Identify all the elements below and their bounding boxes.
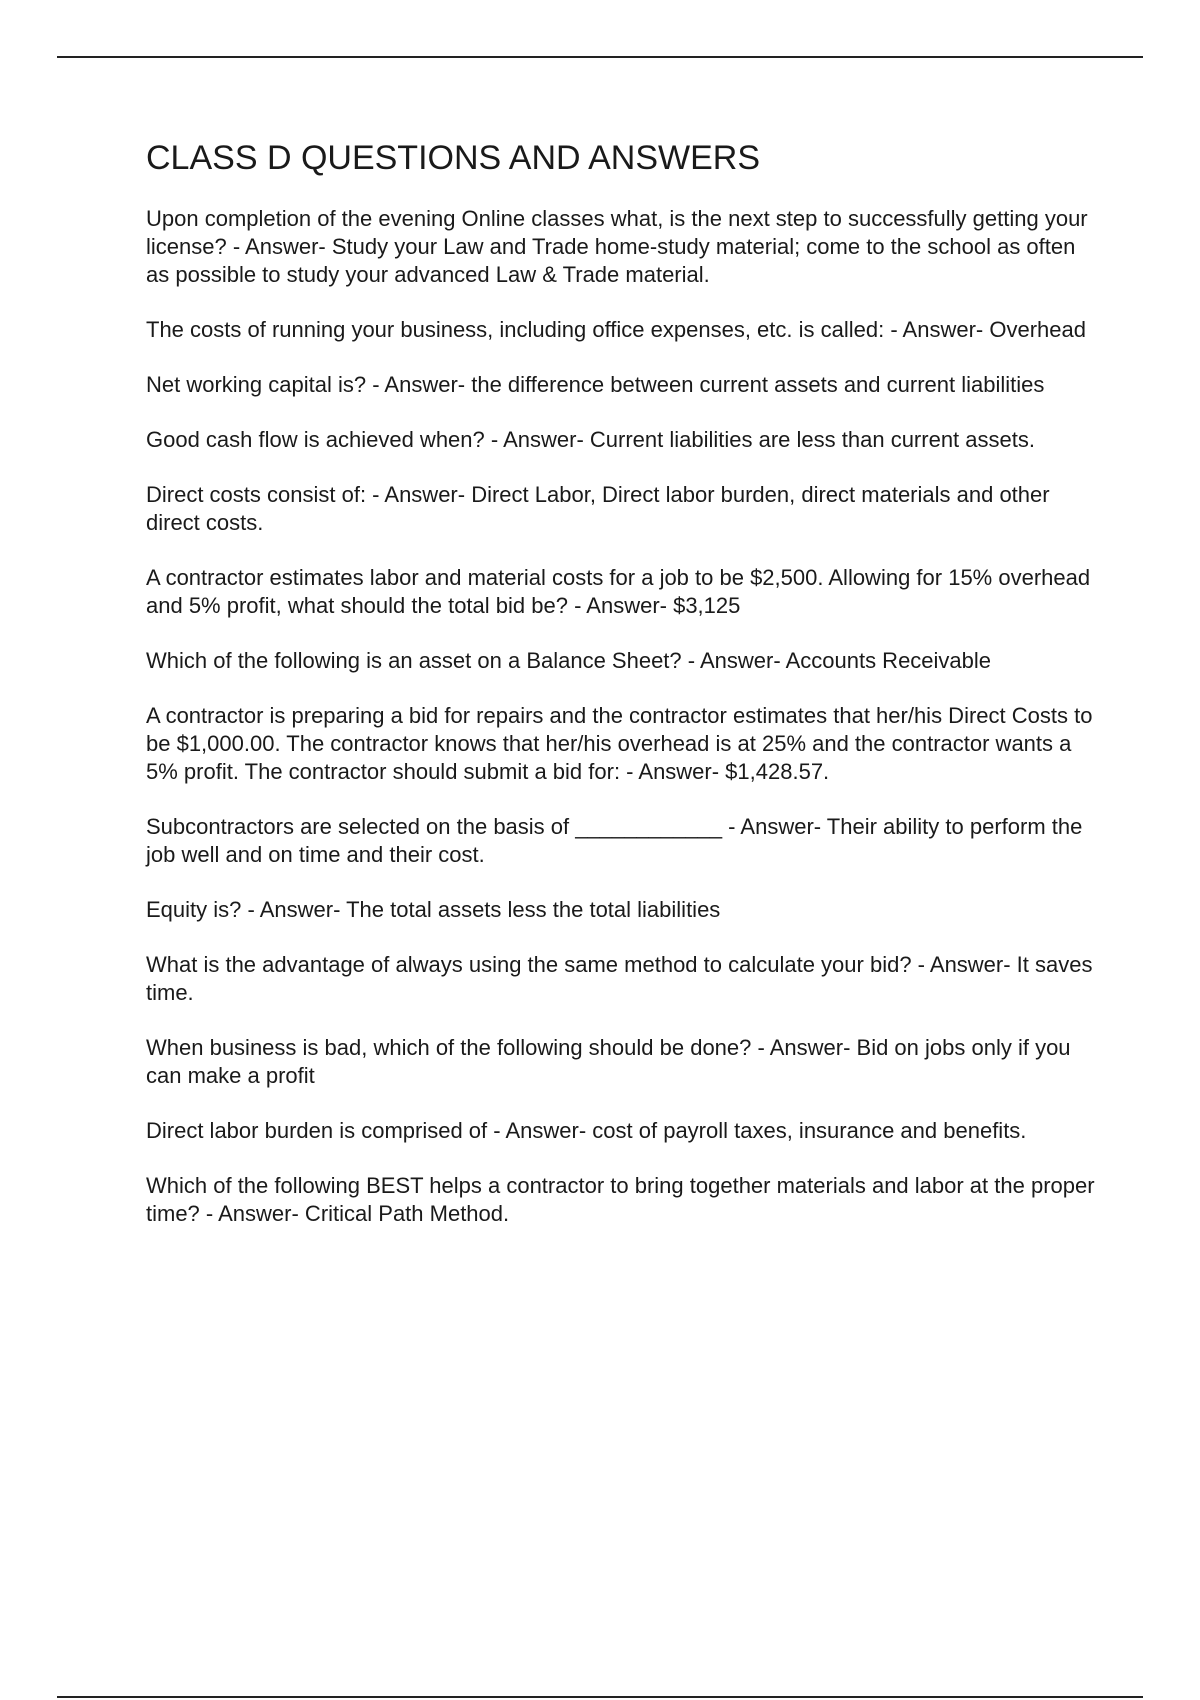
qa-item: Direct costs consist of: - Answer- Direct Labor, Direct labor burden, direct materials and other direct costs. — [146, 481, 1050, 535]
qa-item: Subcontractors are selected on the basis of ____________ - Answer- Their ability to perform the job well and on time and their cost. — [146, 813, 1083, 867]
page-title: CLASS D QUESTIONS AND ANSWERS — [146, 139, 761, 177]
document-body — [146, 138, 1096, 1255]
qa-item: Good cash flow is achieved when? - Answer- Current liabilities are less than current assets. — [146, 426, 1035, 452]
qa-item: Which of the following is an asset on a Balance Sheet? - Answer- Accounts Receivable — [146, 647, 992, 673]
qa-item: What is the advantage of always using the same method to calculate your bid? - Answer- It saves time. — [146, 951, 1093, 1005]
qa-item: A contractor is preparing a bid for repairs and the contractor estimates that her/his Direct Costs to be $1,000.00. The contractor knows that her/his overhead is at 25% and the contractor wants a 5% profit. The contractor should submit a bid for: - Answer- $1,428.57. — [146, 702, 1093, 784]
qa-item: A contractor estimates labor and material costs for a job to be $2,500. Allowing for 15% overhead and 5% profit, what should the total bid be? - Answer- $3,125 — [146, 564, 1091, 618]
qa-item: When business is bad, which of the following should be done? - Answer- Bid on jobs only if you can make a profit — [146, 1034, 1071, 1088]
top-rule — [57, 56, 1143, 58]
qa-item: Direct labor burden is comprised of - Answer- cost of payroll taxes, insurance and benefits. — [146, 1117, 1027, 1143]
qa-item: Equity is? - Answer- The total assets less the total liabilities — [146, 896, 721, 922]
qa-item: Net working capital is? - Answer- the difference between current assets and current liabilities — [146, 371, 1045, 397]
qa-item: Which of the following BEST helps a contractor to bring together materials and labor at the proper time? - Answer- Critical Path Method. — [146, 1172, 1095, 1226]
qa-list — [146, 205, 1096, 1228]
qa-item: Upon completion of the evening Online classes what, is the next step to successfully getting your license? - Answer- Study your Law and Trade home-study material; come to the school as often as possible to study your advanced Law & Trade material. — [146, 205, 1088, 287]
qa-item: The costs of running your business, including office expenses, etc. is called: - Answer- Overhead — [146, 316, 1086, 342]
bottom-rule — [57, 1696, 1143, 1698]
